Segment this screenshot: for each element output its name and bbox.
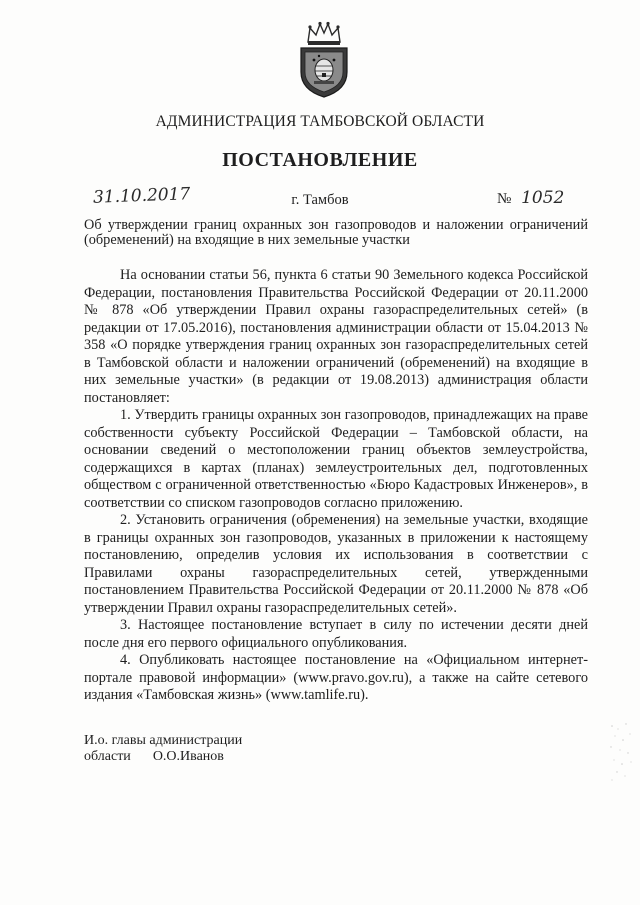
document-number-handwritten: 1052 [521, 188, 565, 208]
document-city: г. Тамбов [291, 192, 349, 208]
body-item-2: 2. Установить ограничения (обременения) на земельные участки, входящие в границы охранных зон газопроводов, указанных в приложении к настоящему постановлению, определив условия их использования в соответствии с Правилами охраны газораспределительных сетей, утвержденными постановлением Правительства Российской Федерации от 20.11.2000 № 878 «Об утверждении Правил охраны газораспределительных сетей». [84, 512, 588, 616]
number-sign: № [497, 191, 512, 207]
document-body [84, 267, 588, 705]
document-subject: Об утверждении границ охранных зон газопроводов и наложении ограничений (обременений) на входящие в них земельные участки [84, 217, 588, 248]
body-intro-paragraph: На основании статьи 56, пункта 6 статьи 90 Земельного кодекса Российской Федерации, постановления Правительства Российской Федерации от 20.11.2000 № 878 «Об утверждении Правил охраны газораспределительных сетей» (в редакции от 17.05.2016), постановления администрации области от 15.04.2013 № 358 «О порядке утверждения границ охранных зон газораспределительных сетей в Тамбовской области и наложении ограничений (обременений) на входящие в них земельные участки» (в редакции от 19.08.2013) администрация области постановляет: [84, 267, 588, 406]
signatory-position-region: области [84, 749, 131, 764]
document-type-heading: ПОСТАНОВЛЕНИЕ [222, 149, 418, 171]
document-number [497, 188, 564, 208]
scan-noise-mark [608, 720, 634, 784]
document-date-handwritten: 31.10.2017 [92, 184, 191, 208]
organization-title: АДМИНИСТРАЦИЯ ТАМБОВСКОЙ ОБЛАСТИ [155, 113, 485, 130]
signatory-position: И.о. главы администрации [84, 733, 243, 748]
body-item-1: 1. Утвердить границы охранных зон газопроводов, принадлежащих на праве собственности субъекту Российской Федерации – Тамбовской области, на основании сведений о местоположении границ объектов землеустройства, содержащихся в картах (планах) землеустроительных дел, подготовленных обществом с ограниченной ответственностью «Бюро Кадастровых Инженеров», в соответствии со списком газопроводов согласно приложению. [84, 407, 588, 511]
signatory-name: О.О.Иванов [152, 749, 224, 764]
body-item-3: 3. Настоящее постановление вступает в силу по истечении десяти дней после дня его первого официального опубликования. [84, 617, 588, 651]
signature-block [84, 733, 242, 765]
body-item-4: 4. Опубликовать настоящее постановление на «Официальном интернет-портале правовой информации» (www.pravo.gov.ru), а также на сайте сетевого издания «Тамбовская жизнь» (www.tamlife.ru). [84, 652, 588, 703]
tambov-coat-of-arms-icon [294, 20, 354, 100]
